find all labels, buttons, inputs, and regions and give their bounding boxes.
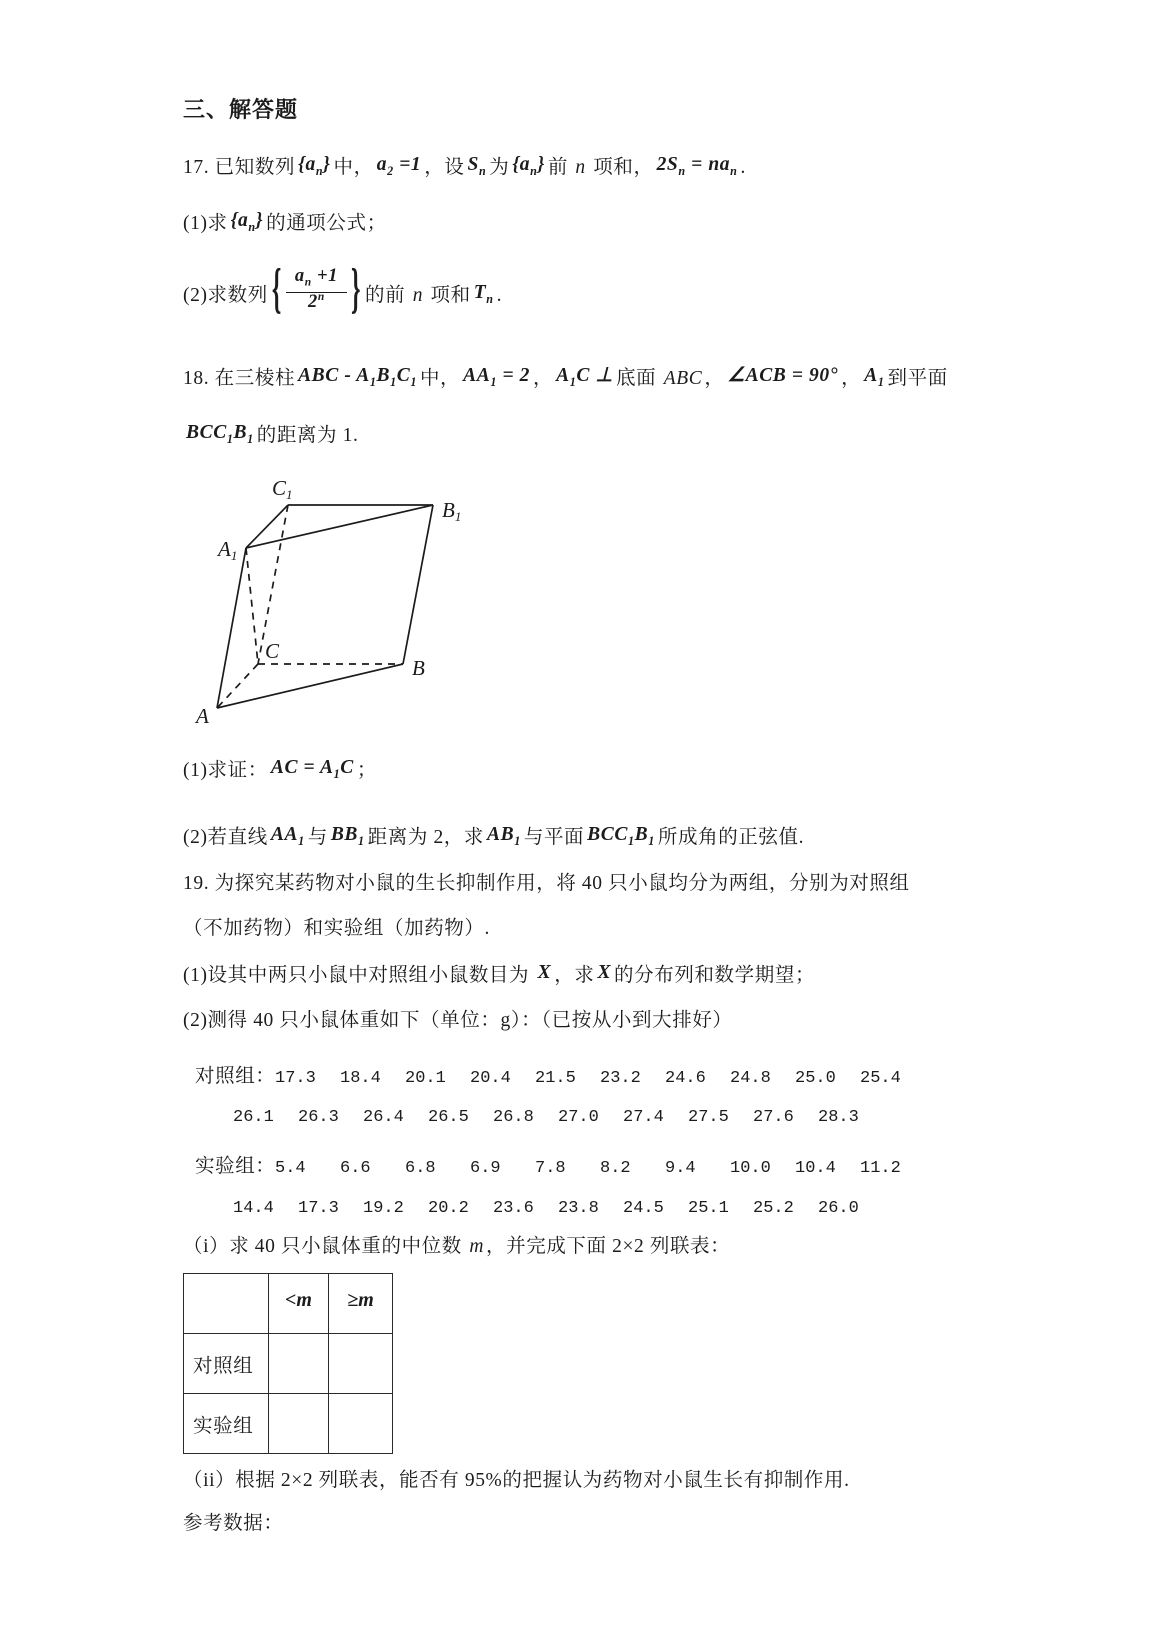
- table-row-control: [184, 1334, 393, 1394]
- table-cell-control-less: [269, 1334, 329, 1394]
- weight-value: 6.9: [470, 1159, 501, 1178]
- weight-value: 20.1: [405, 1069, 446, 1088]
- p19-sub-ii: （ii）根据 2×2 列联表，能否有 95%的把握认为药物对小鼠生长有抑制作用.: [183, 1470, 850, 1491]
- p18-part1: (1)求证： AC = $A_1C$ ；: [183, 757, 377, 781]
- table-row-label-control: 对照组: [184, 1334, 269, 1394]
- p17-intro: 17. 已知数列 $\{a_n\}$ 中， $a_2 =1$ ，设 $S_n$ 为 $\{a_n\}$ 前 n 项和， $2S_n = na_n$ .: [183, 154, 746, 178]
- weight-value: 7.8: [535, 1159, 566, 1178]
- weight-value: 24.5: [623, 1199, 664, 1218]
- weight-value: 10.0: [730, 1159, 771, 1178]
- experiment-group-row2: [233, 1196, 883, 1218]
- fraction-denominator: 2$^n$: [308, 290, 325, 312]
- fraction-numerator: $a_n +1$: [286, 268, 347, 292]
- weight-value: 17.3: [298, 1199, 339, 1218]
- weight-value: 26.8: [493, 1108, 534, 1127]
- weight-value: 25.1: [688, 1199, 729, 1218]
- weight-value: 28.3: [818, 1108, 859, 1127]
- table-header-row: [184, 1274, 393, 1334]
- p19-intro-line1: 19. 为探究某药物对小鼠的生长抑制作用，将 40 只小鼠均分为两组，分别为对照组: [183, 873, 910, 894]
- weight-value: 26.1: [233, 1108, 274, 1127]
- weight-value: 26.4: [363, 1108, 404, 1127]
- weight-value: 6.8: [405, 1159, 436, 1178]
- weight-value: 24.8: [730, 1069, 771, 1088]
- edge-A1B1: [246, 505, 433, 548]
- table-cell-control-geq: [329, 1334, 393, 1394]
- control-values-1: [275, 1069, 925, 1088]
- edge-A1A: [217, 548, 246, 708]
- table-corner-cell: [184, 1274, 269, 1334]
- p19-sub-i: （i）求 40 只小鼠体重的中位数 m ，并完成下面 2×2 列联表：: [183, 1236, 731, 1257]
- table-row-label-experiment: 实验组: [184, 1394, 269, 1454]
- table-header-less-than-m: <m: [269, 1274, 329, 1334]
- p19-part2: (2)测得 40 只小鼠体重如下（单位：g）：（已按从小到大排好）: [183, 1010, 733, 1031]
- prism-figure: [170, 455, 490, 745]
- weight-value: 9.4: [665, 1159, 696, 1178]
- vertex-label-C1: C1: [272, 476, 293, 502]
- edge-A1C1: [246, 505, 288, 548]
- experiment-group-row1: [195, 1150, 925, 1178]
- p19-intro-line2: （不加药物）和实验组（加药物）.: [183, 918, 490, 939]
- table-cell-experiment-less: [269, 1394, 329, 1454]
- experiment-group-label: 实验组：: [195, 1156, 276, 1177]
- weight-value: 25.4: [860, 1069, 901, 1088]
- control-group-row1: [195, 1060, 925, 1088]
- weight-value: 5.4: [275, 1159, 306, 1178]
- vertex-label-A: A: [196, 704, 209, 728]
- weight-value: 23.8: [558, 1199, 599, 1218]
- weight-value: 23.6: [493, 1199, 534, 1218]
- vertex-label-B1: B1: [442, 498, 462, 524]
- weight-value: 8.2: [600, 1159, 631, 1178]
- right-brace: }: [350, 260, 362, 321]
- section-title: 三、解答题: [183, 97, 299, 122]
- weight-value: 19.2: [363, 1199, 404, 1218]
- weight-value: 25.2: [753, 1199, 794, 1218]
- p18-part2: (2)若直线 $AA_1$ 与 $BB_1$ 距离为 2，求 $AB_1$ 与平面 $BCC_1B_1$ 所成角的正弦值.: [183, 824, 805, 848]
- control-values-2: [233, 1108, 883, 1127]
- p17-part2: [183, 262, 502, 330]
- table-cell-experiment-geq: [329, 1394, 393, 1454]
- vertex-label-C: C: [265, 639, 280, 663]
- p19-part1: (1)设其中两只小鼠中对照组小鼠数目为 X ，求 X 的分布列和数学期望；: [183, 962, 816, 986]
- weight-value: 23.2: [600, 1069, 641, 1088]
- weight-value: 18.4: [340, 1069, 381, 1088]
- experiment-values-1: [275, 1159, 925, 1178]
- weight-value: 10.4: [795, 1159, 836, 1178]
- p17-part1: (1)求 $\{a_n\}$ 的通项公式；: [183, 210, 387, 234]
- weight-value: 20.2: [428, 1199, 469, 1218]
- p17-part2-prefix: (2)求数列: [183, 285, 268, 307]
- experiment-values-2: [233, 1199, 883, 1218]
- control-group-label: 对照组：: [195, 1066, 276, 1087]
- table-header-geq-m: ≥m: [329, 1274, 393, 1334]
- weight-value: 26.0: [818, 1199, 859, 1218]
- weight-value: 20.4: [470, 1069, 511, 1088]
- weight-value: 21.5: [535, 1069, 576, 1088]
- fraction: [286, 268, 347, 315]
- weight-value: 11.2: [860, 1159, 901, 1178]
- control-group-row2: [233, 1105, 883, 1127]
- p17-part2-suffix: 的前 n 项和 $T_n$ .: [365, 282, 503, 307]
- weight-value: 27.4: [623, 1108, 664, 1127]
- weight-value: 26.5: [428, 1108, 469, 1127]
- weight-value: 14.4: [233, 1199, 274, 1218]
- edge-B1B: [403, 505, 433, 664]
- weight-value: 27.0: [558, 1108, 599, 1127]
- weight-value: 26.3: [298, 1108, 339, 1127]
- vertex-label-B: B: [412, 656, 425, 680]
- weight-value: 25.0: [795, 1069, 836, 1088]
- edge-AB: [217, 664, 403, 708]
- reference-data-label: 参考数据：: [183, 1513, 284, 1534]
- weight-value: 27.6: [753, 1108, 794, 1127]
- weight-value: 24.6: [665, 1069, 706, 1088]
- weight-value: 17.3: [275, 1069, 316, 1088]
- weight-value: 6.6: [340, 1159, 371, 1178]
- weight-value: 27.5: [688, 1108, 729, 1127]
- p18-intro-line2: $BCC_1B_1$ 的距离为 1.: [186, 422, 359, 446]
- vertex-label-A1: A1: [218, 537, 238, 563]
- left-brace: {: [271, 260, 282, 321]
- contingency-table: [183, 1273, 393, 1454]
- table-row-experiment: [184, 1394, 393, 1454]
- edge-A1C-dashed: [246, 548, 258, 664]
- p18-intro-line1: 18. 在三棱柱 ABC - $A_1B_1C_1$ 中， $AA_1 = 2$ ， $A_1C$ ⊥ 底面 ABC ， ∠ACB = 90° ， $A_1$ 到平面: [183, 365, 948, 389]
